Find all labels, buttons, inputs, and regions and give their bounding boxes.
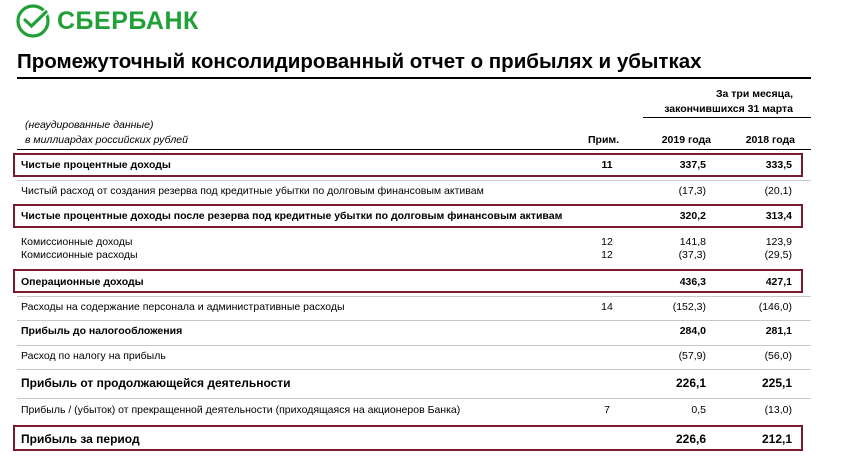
table-row — [17, 404, 811, 420]
row-value-2018: (56,0) — [764, 350, 792, 362]
row-note: 12 — [601, 249, 613, 261]
period-header-rule — [643, 117, 811, 118]
row-divider — [17, 320, 811, 321]
row-note: 7 — [604, 404, 610, 416]
row-note: 11 — [601, 159, 613, 171]
row-value-2018: 427,1 — [765, 276, 792, 288]
row-value-2018: (29,5) — [764, 249, 792, 261]
table-row — [17, 325, 811, 341]
highlight-box — [13, 269, 803, 293]
row-divider — [17, 345, 811, 346]
row-label: Прибыль от продолжающейся деятельности — [21, 376, 291, 390]
table-row — [17, 350, 811, 366]
row-label: Чистый расход от создания резерва под кредитные убытки по долговым финансовым активам — [21, 185, 484, 197]
row-value-2019: (17,3) — [678, 185, 706, 197]
sberbank-logo-icon — [16, 4, 50, 38]
table-row — [17, 185, 811, 201]
row-value-2018: 212,1 — [761, 432, 792, 446]
table-row — [17, 301, 811, 317]
period-header-line1: За три месяца, — [715, 88, 793, 100]
row-note: 12 — [601, 236, 613, 248]
row-value-2018: 281,1 — [765, 325, 792, 337]
row-value-2018: 313,4 — [765, 210, 792, 222]
row-label: Комиссионные доходы — [21, 236, 133, 248]
row-value-2019: 226,1 — [675, 376, 706, 390]
row-label: Расход по налогу на прибыль — [21, 350, 166, 362]
year-2019-header: 2019 года — [661, 134, 711, 146]
note-column-header: Прим. — [588, 134, 620, 146]
row-note: 14 — [601, 301, 613, 313]
row-value-2018: (20,1) — [764, 185, 792, 197]
row-label: Прибыль / (убыток) от прекращенной деятельности (приходящаяся на акционеров Банка) — [21, 404, 461, 416]
row-label: Чистые процентные доходы после резерва под кредитные убытки по долговым финансовым активам — [21, 210, 563, 222]
row-value-2019: 436,3 — [679, 276, 706, 288]
row-value-2018: (146,0) — [758, 301, 792, 313]
row-label: Прибыль за период — [21, 432, 140, 446]
row-label: Прибыль до налогообложения — [21, 325, 183, 337]
unaudited-label: (неаудированные данные) — [25, 119, 154, 131]
year-2018-header: 2018 года — [745, 134, 795, 146]
row-value-2019: 320,2 — [679, 210, 706, 222]
header-bottom-rule — [17, 149, 811, 150]
highlight-box — [13, 153, 803, 177]
row-value-2018: 333,5 — [765, 159, 792, 171]
brand-name: СБЕРБАНК — [57, 6, 199, 35]
row-value-2019: 226,6 — [675, 432, 706, 446]
row-value-2019: 141,8 — [679, 236, 706, 248]
sberbank-logo — [16, 4, 199, 38]
table-row — [17, 236, 811, 250]
row-divider — [17, 180, 811, 181]
period-header-line2: закончившихся 31 марта — [664, 103, 793, 115]
row-value-2019: (57,9) — [678, 350, 706, 362]
row-value-2019: (37,3) — [678, 249, 706, 261]
page-title: Промежуточный консолидированный отчет о прибылях и убытках — [17, 50, 702, 73]
row-divider — [17, 398, 811, 399]
highlight-box — [13, 204, 803, 228]
row-value-2018: (13,0) — [764, 404, 792, 416]
table-row — [17, 376, 811, 394]
row-label: Операционные доходы — [21, 276, 144, 288]
units-label: в миллиардах российских рублей — [25, 134, 188, 146]
row-value-2019: 0,5 — [691, 404, 706, 416]
row-value-2018: 123,9 — [765, 236, 792, 248]
row-value-2019: 284,0 — [679, 325, 706, 337]
row-value-2019: (152,3) — [672, 301, 706, 313]
table-row — [17, 249, 811, 263]
row-divider — [17, 369, 811, 370]
highlight-box — [13, 425, 803, 451]
row-value-2018: 225,1 — [761, 376, 792, 390]
title-underline — [17, 77, 811, 79]
row-label: Чистые процентные доходы — [21, 159, 171, 171]
row-divider — [17, 296, 811, 297]
row-label: Расходы на содержание персонала и административные расходы — [21, 301, 345, 313]
row-value-2019: 337,5 — [679, 159, 706, 171]
row-label: Комиссионные расходы — [21, 249, 138, 261]
